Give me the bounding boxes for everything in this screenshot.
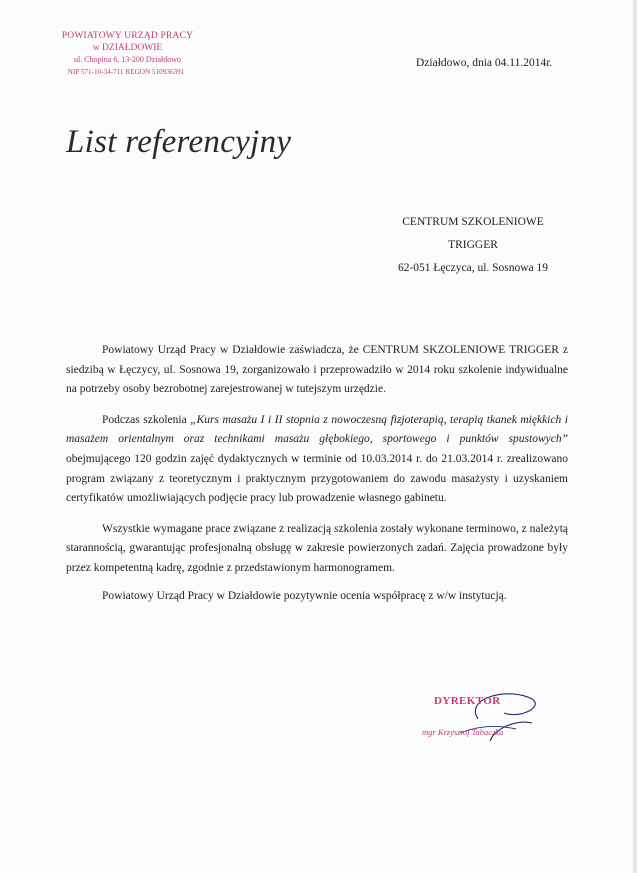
paragraph-2-rest: obejmującego 120 godzin zajęć dydaktycznych w terminie od 10.03.2014 r. do 21.03.2014 r. zrealizowano program związany z teoretycznym i praktycznym przygotowaniem do zawodu masażysty i uzyskaniem certyfikatów umożliwiających podjęcie pracy lub prowadzenie własnego gabinetu. [66,452,568,505]
signature-name: mgr Krzysztof Tabaczka [422,727,504,737]
paragraph-2 [66,411,568,509]
stamp-line-ids: NIP 571-10-34-711 REGON 510936391 [67,68,185,76]
recipient-address: 62-051 Łęczyca, ul. Sosnowa 19 [397,262,549,274]
stamp-line-address: ul. Chopina 6, 13-200 Działdowo [73,55,182,64]
paragraph-3: Wszystkie wymagane prace związane z realizacją szkolenia zostały wykonane terminowo, z należytą starannością, gwarantując profesjonalną obsługę w zakresie powierzonych zadań. Zajęcia prowadzone były przez kompetentną kadrę, zgodnie z przedstawionym harmonogramem. [66,522,568,574]
paragraph-4: Powiatowy Urząd Pracy w Działdowie pozytywnie ocenia współpracę z w/w instytucją. [102,589,507,602]
recipient-name: CENTRUM SZKOLENIOWE [402,216,544,228]
recipient-name-2: TRIGGER [448,239,498,251]
signature-stamp [420,689,560,749]
course-name: „Kurs masażu I i II stopnia z nowoczesną fizjoterapią, terapią tkanek miękkich i masażem orientalnym oraz technikami masażu głębokiego, sportowego i punktów spustowych” [66,413,568,446]
letter-date: Działdowo, dnia 04.11.2014r. [416,57,553,69]
paragraph-2-intro: Podczas szkolenia [102,413,191,426]
stamp-line-office: POWIATOWY URZĄD PRACY [61,31,194,41]
stamp-line-city: w DZIAŁDOWIE [92,43,163,53]
letter-body [66,341,568,617]
paragraph-1: Powiatowy Urząd Pracy w Działdowie zaświadcza, że CENTRUM SKZOLENIOWE TRIGGER z siedzibą w Łęczycy, ul. Sosnowa 19, zorganizowało i przeprowadziło w 2014 roku szkolenie indywidualne na potrzeby osoby bezrobotnej zarejestrowanej w tutejszym urzędzie. [66,344,568,396]
office-stamp [60,30,195,78]
signature-role: DYREKTOR [434,695,501,707]
page-edge-shadow [633,0,637,873]
letter-title: List referencyjny [66,124,292,160]
recipient-block [388,211,558,280]
